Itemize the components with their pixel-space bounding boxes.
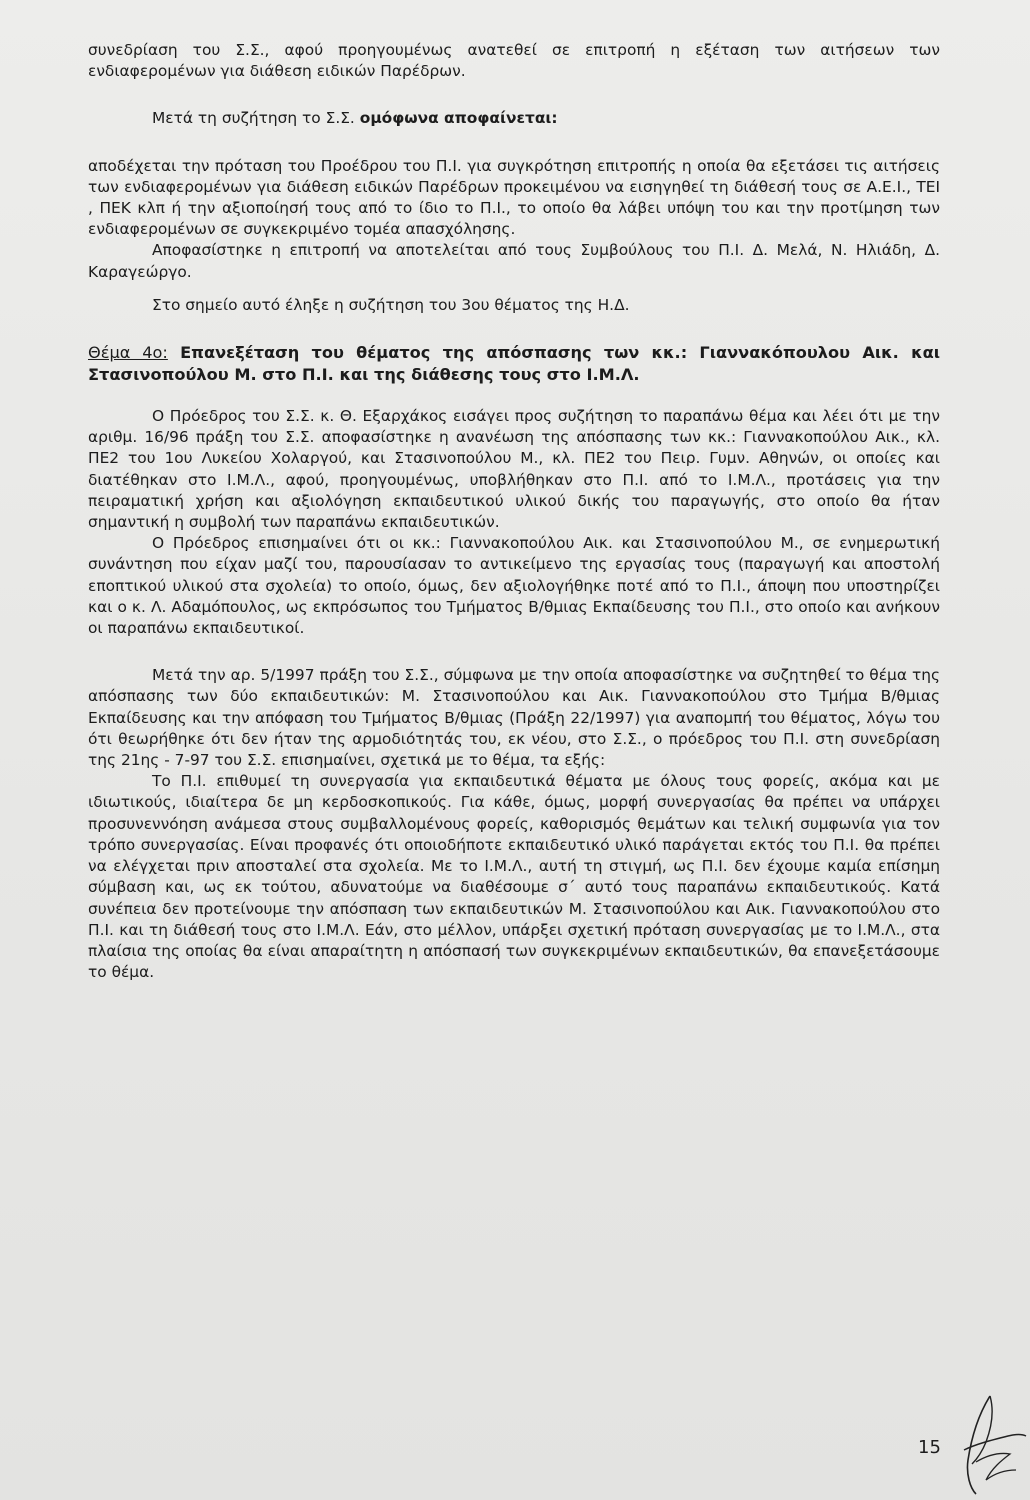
paragraph-2 bbox=[88, 108, 940, 129]
paragraph-4: Αποφασίστηκε η επιτροπή να αποτελείται από τους Συμβούλους του Π.Ι. Δ. Μελά, Ν. Ηλιάδη, Δ. Καραγεώργο. bbox=[88, 241, 940, 281]
decision-heading: ομόφωνα αποφαίνεται: bbox=[359, 109, 558, 128]
document-body bbox=[88, 40, 940, 983]
subject-label: Θέμα 4ο: bbox=[88, 343, 168, 363]
paragraph-1: συνεδρίαση του Σ.Σ., αφού προηγουμένως ανατεθεί σε επιτροπή η εξέταση των αιτήσεων των ενδιαφερομένων για διάθεση ειδικών Παρέδρων. bbox=[88, 41, 940, 81]
subject-title: Επανεξέταση του θέματος της απόσπασης των κκ.: Γιαννακόπουλου Αικ. και Στασινοπούλου Μ. στο Π.Ι. και της διάθεσης τους στο Ι.Μ.Λ. bbox=[88, 343, 940, 385]
page-number: 15 bbox=[918, 1437, 941, 1458]
paragraph-2-lead: Μετά τη συζήτηση το Σ.Σ. bbox=[152, 109, 355, 128]
paragraph-6: Ο Πρόεδρος του Σ.Σ. κ. Θ. Εξαρχάκος εισάγει προς συζήτηση το παραπάνω θέμα και λέει ότι με την αριθμ. 16/96 πράξη του Σ.Σ. αποφασίστηκε η ανανέωση της απόσπασης των κκ.: Γιαννακοπούλου Αικ., κλ. ΠΕ2 του 1ου Λυκείου Χολαργού, και Στασινοπούλου Μ., κλ. ΠΕ2 του Πειρ. Γυμν. Αθηνών, οι οποίες και διατέθηκαν στο Ι.Μ.Λ., αφού, προηγουμένως, υποβλήθηκαν στο Π.Ι. από το Ι.Μ.Λ., προτάσεις για την πειραματική χρήση και αξιολόγηση εκπαιδευτικού υλικού δικής του παραγωγής, στο οποίο θα ήταν σημαντική η συμβολή των παραπάνω εκπαιδευτικών. bbox=[88, 407, 940, 532]
paragraph-3: αποδέχεται την πρόταση του Προέδρου του Π.Ι. για συγκρότηση επιτροπής η οποία θα εξετάσει τις αιτήσεις των ενδιαφερομένων για διάθεση ειδικών Παρέδρων προκειμένου να εισηγηθεί τη διάθεσή τους σε Α.Ε.Ι., ΤΕΙ , ΠΕΚ κλπ ή την αξιοποίησή τους από το ίδιο το Π.Ι., το οποίο θα λάβει υπόψη του και την προτίμηση των ενδιαφερομένων σε συγκεκριμένο τομέα απασχόλησης. bbox=[88, 156, 940, 239]
paragraph-8: Μετά την αρ. 5/1997 πράξη του Σ.Σ., σύμφωνα με την οποία αποφασίστηκε να συζητηθεί το θέμα της απόσπασης των δύο εκπαιδευτικών: Μ. Στασινοπούλου και Αικ. Γιαννακοπούλου στο Τμήμα Β/θμιας Εκπαίδευσης και την απόφαση του Τμήματος Β/θμιας (Πράξη 22/1997) για αναπομπή του θέματος, λόγω του ότι θεωρήθηκε ότι δεν ήταν της αρμοδιότητάς του, εκ νέου, στο Σ.Σ., ο πρόεδρος του Π.Ι. στη συνεδρίαση της 21ης - 7-97 του Σ.Σ. επισημαίνει, σχετικά με το θέμα, τα εξής: bbox=[88, 666, 940, 770]
paragraph-7: Ο Πρόεδρος επισημαίνει ότι οι κκ.: Γιαννακοπούλου Αικ. και Στασινοπούλου Μ., σε ενημερωτική συνάντηση που είχαν μαζί του, παρουσίασαν το αντικείμενο της εργασίας τους (παραγωγή και αποστολή εποπτικού υλικού στα σχολεία) το οποίο, όμως, δεν αξιολογήθηκε ποτέ από το Π.Ι., άποψη που υποστηρίζει και ο κ. Λ. Αδαμόπουλος, ως εκπρόσωπος του Τμήματος Β/θμιας Εκπαίδευσης του Π.Ι., στο οποίο και ανήκουν οι παραπάνω εκπαιδευτικοί. bbox=[88, 534, 940, 638]
paragraph-9: Το Π.Ι. επιθυμεί τη συνεργασία για εκπαιδευτικά θέματα με όλους τους φορείς, ακόμα και με ιδιωτικούς, ιδιαίτερα δε μη κερδοσκοπικούς. Για κάθε, όμως, μορφή συνεργασίας θα πρέπει να υπάρχει προσυνεννόηση ανάμεσα στους συμβαλλομένους φορείς, καθορισμός θεμάτων και τελική συμφωνία για τον τρόπο συνεργασίας. Είναι προφανές ότι οποιοδήποτε εκπαιδευτικό υλικό παράγεται εκτός του Π.Ι. θα πρέπει να ελέγχεται πριν αποσταλεί στα σχολεία. Με το Ι.Μ.Λ., αυτή τη στιγμή, ως Π.Ι. δεν έχουμε καμία επίσημη σύμβαση και, ως εκ τούτου, αδυνατούμε να διαθέσουμε σ΄ αυτό τους παραπάνω εκπαιδευτικούς. Κατά συνέπεια δεν προτείνουμε την απόσπαση των εκπαιδευτικών Μ. Στασινοπούλου και Αικ. Γιαννακοπούλου στο Π.Ι. και τη διάθεσή τους στο Ι.Μ.Λ. Εάν, στο μέλλον, υπάρξει σχετική πρόταση συνεργασίας με το Ι.Μ.Λ., στα πλαίσια της οποίας θα είναι απαραίτητη η απόσπασή των συγκεκριμένων εκπαιδευτικών, θα επανεξετάσουμε το θέμα. bbox=[88, 772, 940, 982]
signature-icon bbox=[946, 1390, 1030, 1500]
subject-heading bbox=[88, 342, 940, 386]
paragraph-5: Στο σημείο αυτό έληξε η συζήτηση του 3ου θέματος της Η.Δ. bbox=[152, 295, 630, 314]
